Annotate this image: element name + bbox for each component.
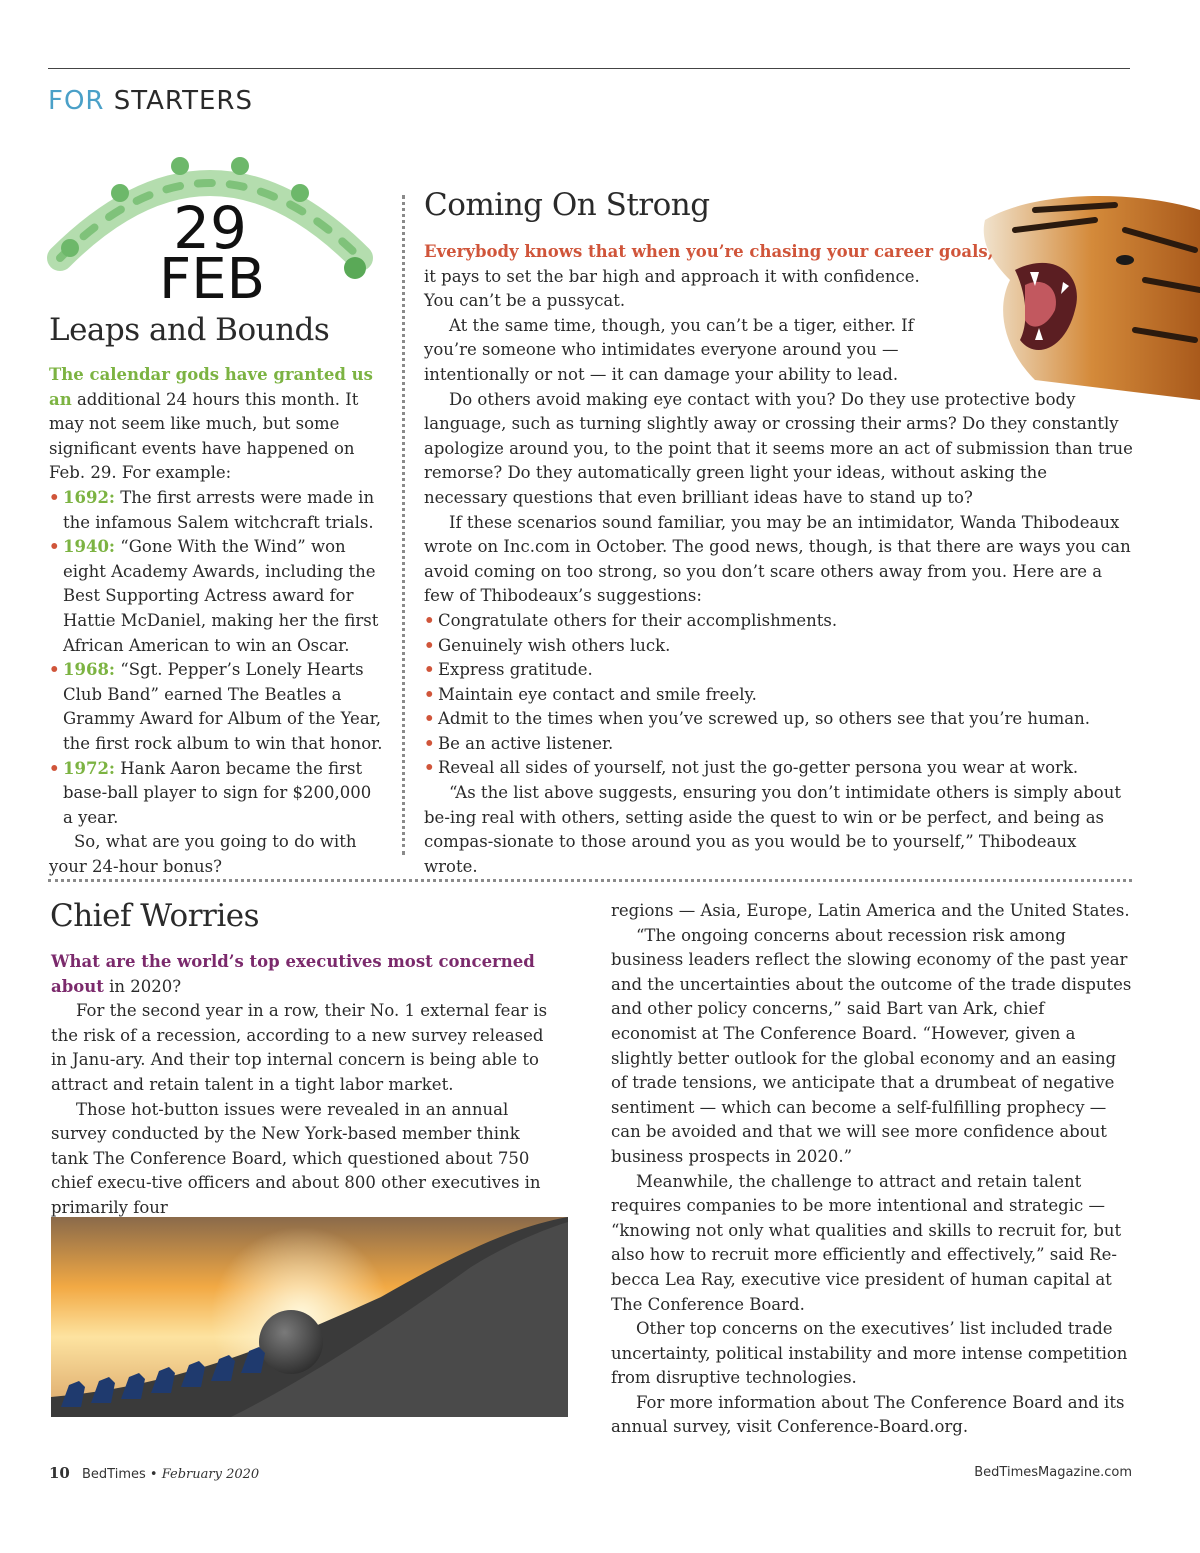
footer-separator: •: [149, 1467, 158, 1482]
coming-p4: If these scenarios sound familiar, you may be an intimidator, Wanda Thibodeaux wrote on Inc.com in October. The good news, though, is that there are ways you can avoid coming on too strong, so you don’t scare others away from you. Here are a few of Thibodeaux’s suggestions:: [424, 512, 1131, 606]
list-item-text: The first arrests were made in the infamous Salem witchcraft trials.: [63, 487, 375, 532]
list-item: [49, 486, 384, 535]
section-starters: STARTERS: [113, 86, 253, 116]
list-item-year: 1940:: [63, 537, 116, 557]
website-link[interactable]: BedTimesMagazine.com: [974, 1465, 1132, 1480]
footer-left: [49, 1464, 259, 1482]
section-header: [48, 86, 253, 116]
coming-suggestions: [424, 609, 1134, 781]
chief-p7: For more information about The Conference Board and its annual survey, visit Conference-Board.org.: [611, 1392, 1125, 1437]
chief-p4: “The ongoing concerns about recession risk among business leaders reflect the slowing economy of the past year and the uncertainties about the outcome of the trade disputes and other policy concerns,” said Bart van Ark, chief economist at The Conference Board. “However, given a slightly better outlook for the global economy and an easing of trade tensions, we anticipate that a drumbeat of negative sentiment — which can become a self-fulfilling prophecy — can be avoided and that we will see more confidence about business prospects in 2020.”: [611, 925, 1132, 1166]
chief-p1: For the second year in a row, their No. 1 external fear is the risk of a recession, according to a new survey released in Janu-ary. And their top internal concern is being able to attract and retain talent in a tight labor market.: [51, 1001, 548, 1094]
chief-lead: What are the world’s top executives most concerned about: [51, 952, 535, 996]
list-item: • Maintain eye contact and smile freely.: [424, 683, 1134, 708]
chief-p5: Meanwhile, the challenge to attract and retain talent requires companies to be more intentional and strategic — “knowing not only what qualities and skills to recruit for, but also how to recruit more efficiently and effectively,” said Re-becca Lea Ray, executive vice president of human capital at The Conference Board.: [611, 1171, 1122, 1314]
coming-p1: it pays to set the bar high and approach it with confidence. You can’t be a pussycat.: [424, 266, 920, 311]
chief-body-right: [611, 899, 1135, 1440]
leaps-title: Leaps and Bounds: [49, 312, 330, 348]
list-item-year: 1692:: [63, 487, 116, 507]
chief-p2: Those hot-button issues were revealed in an annual survey conducted by the New York-based member think tank The Conference Board, which questioned about 750 chief execu-tive officers and about 800 other executives in primarily four: [51, 1099, 541, 1217]
list-item: • Be an active listener.: [424, 732, 1134, 757]
list-item: • Express gratitude.: [424, 658, 1134, 683]
businessmen-pushing-boulder-image: [51, 1217, 568, 1417]
list-item: • Genuinely wish others luck.: [424, 634, 1134, 659]
chief-body-left: [51, 950, 556, 1221]
art-month: FEB: [158, 247, 266, 308]
list-item: [49, 535, 384, 658]
list-item-year: 1968:: [63, 660, 116, 680]
coming-body: [424, 240, 1134, 879]
list-item: • Congratulate others for their accomplishments.: [424, 609, 1134, 634]
list-item-text: Hank Aaron became the first base-ball player to sign for $200,000 a year.: [63, 758, 372, 827]
coming-p3: Do others avoid making eye contact with you? Do they use protective body language, such as turning slightly away or crossing their arms? Do they constantly apologize around you, to the point that it seems more an act of submission than true remorse? Do they automatically green light your ideas, without asking the necessary questions that even brilliant ideas have to stand up to?: [424, 389, 1133, 507]
leap-frog-arch-illustration: [40, 148, 380, 308]
list-item-year: 1972:: [63, 758, 116, 778]
top-rule: [48, 68, 1130, 69]
list-item: [49, 658, 384, 756]
leaps-list: [49, 486, 384, 830]
leaps-closing: So, what are you going to do with your 24-hour bonus?: [49, 832, 357, 876]
list-item: • Reveal all sides of yourself, not just the go-getter persona you wear at work.: [424, 756, 1134, 781]
section-divider: [48, 879, 1132, 882]
coming-closing: “As the list above suggests, ensuring you don’t intimidate others is simply about be-ing real with others, setting aside the quest to win or be perfect, and being as compas-sionate to those around you as you would be to yourself,” Thibodeaux wrote.: [424, 783, 1121, 876]
list-item-text: “Gone With the Wind” won eight Academy Awards, including the Best Supporting Actress award for Hattie McDaniel, making her the first African American to win an Oscar.: [63, 537, 379, 655]
column-divider: [402, 195, 405, 855]
chief-p3: regions — Asia, Europe, Latin America and the United States.: [611, 901, 1130, 920]
issue-date: February 2020: [161, 1467, 260, 1482]
coming-lead: Everybody knows that when you’re chasing your career goals,: [424, 242, 994, 261]
coming-p2: At the same time, though, you can’t be a tiger, either. If you’re someone who intimidates everyone around you — intentionally or not — it can damage your ability to lead.: [424, 315, 914, 384]
leaps-body: [49, 363, 384, 879]
list-item: • Admit to the times when you’ve screwed up, so others see that you’re human.: [424, 707, 1134, 732]
leaps-lead: The calendar gods have granted us an: [49, 365, 373, 409]
art-day: 29: [173, 194, 247, 262]
chief-lead-tail: in 2020?: [109, 976, 182, 996]
chief-p6: Other top concerns on the executives’ list included trade uncertainty, political instability and more intense competition from disruptive technologies.: [611, 1319, 1128, 1388]
section-for: FOR: [48, 86, 105, 116]
list-item: [49, 757, 384, 831]
chief-title: Chief Worries: [50, 898, 260, 934]
list-item-text: “Sgt. Pepper’s Lonely Hearts Club Band” earned The Beatles a Grammy Award for Album of the Year, the first rock album to win that honor.: [63, 660, 383, 753]
page-number: 10: [49, 1464, 70, 1482]
leaps-intro: additional 24 hours this month. It may not seem like much, but some significant events have happened on Feb. 29. For example:: [49, 389, 359, 483]
coming-title: Coming On Strong: [424, 187, 710, 223]
magazine-name: BedTimes: [82, 1467, 146, 1482]
